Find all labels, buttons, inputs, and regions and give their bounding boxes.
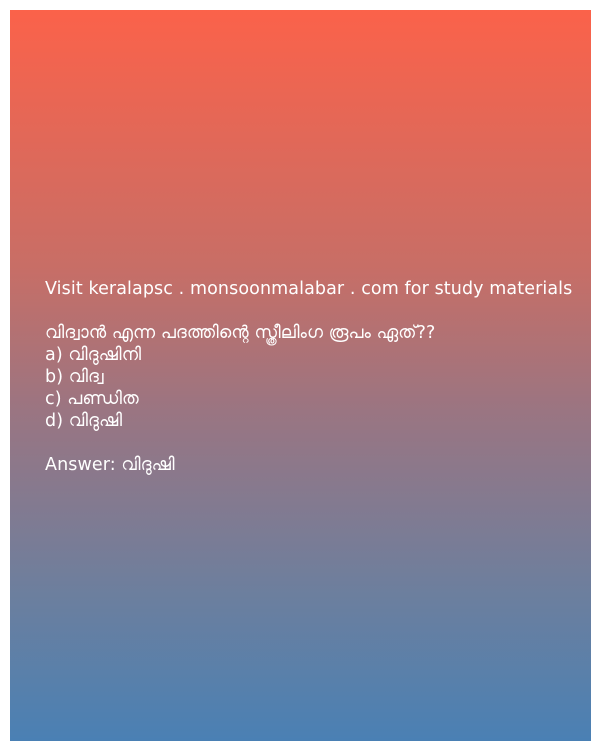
quiz-content [45, 278, 585, 476]
quiz-card [10, 10, 591, 741]
answer-text: Answer: വിദുഷി [45, 455, 175, 475]
option-c: c) പണ്ഡിത [45, 389, 139, 409]
option-a: a) വിദുഷിനി [45, 345, 142, 365]
promo-text: Visit keralapsc . monsoonmalabar . com for study materials [45, 279, 573, 299]
question-text: വിദ്വാൻ എന്ന പദത്തിന്റെ സ്ത്രീലിംഗ രൂപം ഏത്?? [45, 323, 436, 343]
option-b: b) വിദ്വ [45, 367, 104, 387]
spacer [45, 432, 585, 454]
option-d: d) വിദുഷി [45, 411, 123, 431]
spacer [45, 300, 585, 322]
